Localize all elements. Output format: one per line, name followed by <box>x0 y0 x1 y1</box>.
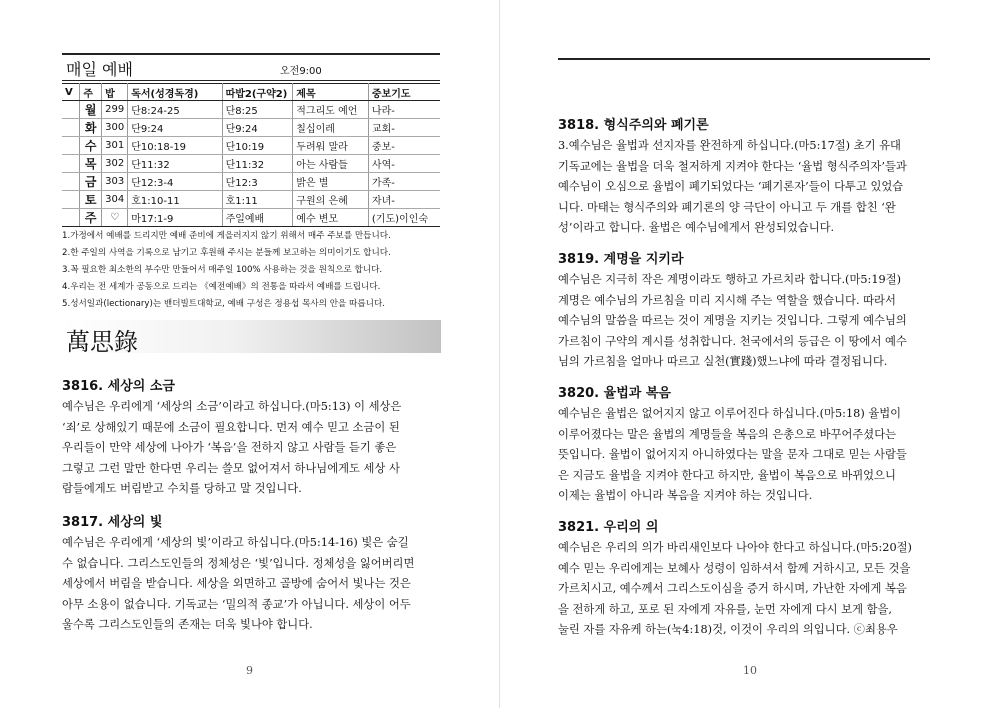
entry-body-3817 <box>62 533 442 636</box>
table-row <box>62 101 440 119</box>
note-line: 5.성서일과(lectionary)는 밴더빌트대학교, 예배 구성은 정용섭 목사의 안을 따릅니다. <box>62 299 385 309</box>
entry-line: 예수님은 우리의 의가 바리새인보다 나아야 한다고 하십니다.(마5:20절) <box>558 541 912 554</box>
prayer-cell: 교회- <box>368 119 440 137</box>
entry-line: 눌린 자를 자유케 하는(눅4:18)것, 이것이 우리의 의입니다. ⓒ최용우 <box>558 623 898 637</box>
check-cell <box>62 191 80 209</box>
topic-cell: 구원의 은혜 <box>293 191 369 209</box>
entry-title-3816: 3816. 세상의 소금 <box>62 379 175 394</box>
reading2-cell: 단10:19 <box>222 137 293 155</box>
entry-line: 예수님이 오심으로 율법이 폐기되었다는 ‘폐기론자’들이 다투고 있었습 <box>558 180 904 194</box>
entry-body-3816 <box>62 397 442 500</box>
hymn-cell: 303 <box>102 173 128 191</box>
entry-title-3817: 3817. 세상의 빛 <box>62 515 163 530</box>
entry-title-3820: 3820. 율법과 복음 <box>558 386 671 401</box>
right-page <box>500 0 1000 708</box>
entry-line: ‘죄’로 상해있기 때문에 소금이 필요합니다. 먼저 예수 믿고 소금이 된 <box>62 420 400 434</box>
reading-cell: 마17:1-9 <box>128 209 222 227</box>
reading-cell: 호1:10-11 <box>128 191 222 209</box>
entry-line: 울수록 그리스도인들의 존재는 더욱 빛나야 합니다. <box>62 618 313 632</box>
entry-line: 우리들이 만약 세상에 나아가 ‘복음’을 전하지 않고 사람들 듣기 좋은 <box>62 441 397 455</box>
section-title: 萬思錄 <box>66 328 138 356</box>
entry-line: 예수님은 우리에게 ‘세상의 빛’이라고 하십니다.(마5:14-16) 빛은 숨길 <box>62 536 409 549</box>
right-top-rule <box>558 58 930 60</box>
entry-title-3821: 3821. 우리의 의 <box>558 520 659 535</box>
header-topic: 제목 <box>293 84 369 101</box>
entry-title-3819: 3819. 계명을 지키라 <box>558 252 684 267</box>
reading2-cell: 단9:24 <box>222 119 293 137</box>
check-cell <box>62 155 80 173</box>
day-cell: 화 <box>80 119 102 137</box>
entry-line: 예수님은 율법은 없어지지 않고 이루어진다 하십니다.(마5:18) 율법이 <box>558 407 902 420</box>
schedule-time: 오전9:00 <box>280 66 322 77</box>
hymn-cell: 301 <box>102 137 128 155</box>
day-cell: 금 <box>80 173 102 191</box>
schedule-title: 매일 예배 <box>66 60 133 79</box>
note-line: 2.한 주일의 사역을 기록으로 남기고 후원해 주시는 분들께 보고하는 의미이기도 합니다. <box>62 248 391 258</box>
reading2-cell: 단11:32 <box>222 155 293 173</box>
entry-line: 이루어졌다는 말은 율법의 계명들을 복음의 은총으로 바꾸어주셨다는 <box>558 427 897 441</box>
reading-cell: 단10:18-19 <box>128 137 222 155</box>
note-line: 1.가정에서 예배를 드리지만 예배 준비에 게을러지지 않기 위해서 매주 주보를 만듭니다. <box>62 231 391 241</box>
prayer-cell: (기도)이인숙 <box>368 209 440 227</box>
table-row <box>62 119 440 137</box>
prayer-cell: 자녀- <box>368 191 440 209</box>
entry-line: 뜻입니다. 율법이 없어지지 아니하였다는 말을 문자 그대로 믿는 사람들 <box>558 448 907 462</box>
schedule-title-rule <box>62 80 440 81</box>
worship-notes <box>62 228 442 313</box>
hymn-cell: ♡ <box>102 209 128 227</box>
entry-line: 님의 가르침을 얼마나 따르고 실천(實踐)했느냐에 따라 결정됩니다. <box>558 355 888 369</box>
entry-line: 3.예수님은 율법과 선지자를 완전하게 하십니다.(마5:17절) 초기 유대 <box>558 139 901 152</box>
check-cell <box>62 209 80 227</box>
entry-body-3820 <box>558 404 944 507</box>
entry-line: 이제는 율법이 아니라 복음을 지켜야 하는 것입니다. <box>558 489 813 503</box>
worship-schedule-table <box>62 83 440 227</box>
entry-line: 예수님은 우리에게 ‘세상의 소금’이라고 하십니다.(마5:13) 이 세상은 <box>62 400 402 413</box>
topic-cell: 두려워 말라 <box>293 137 369 155</box>
day-cell: 수 <box>80 137 102 155</box>
note-line: 3.꼭 필요한 최소한의 부수만 만들어서 매주일 100% 사용하는 것을 원칙으로 합니다. <box>62 265 383 275</box>
entry-line: 아무 소용이 없습니다. 기독교는 ‘밀의적 종교’가 아닙니다. 세상이 어두 <box>62 597 411 611</box>
entry-line: 예수님은 지극히 작은 계명이라도 행하고 가르치라 합니다.(마5:19절) <box>558 273 902 286</box>
reading-cell: 단8:24-25 <box>128 101 222 119</box>
reading-cell: 단12:3-4 <box>128 173 222 191</box>
page-number-left: 9 <box>246 664 253 677</box>
table-row <box>62 173 440 191</box>
hymn-cell: 302 <box>102 155 128 173</box>
day-cell: 목 <box>80 155 102 173</box>
entry-line: 가르침이 구약의 계시를 성취합니다. 천국에서의 등급은 이 땅에서 예수 <box>558 334 907 348</box>
prayer-cell: 나라- <box>368 101 440 119</box>
table-row <box>62 209 440 227</box>
topic-cell: 예수 변모 <box>293 209 369 227</box>
entry-line: 예수님의 말씀을 따르는 것이 계명을 지키는 것입니다. 그렇게 예수님의 <box>558 314 907 328</box>
table-row <box>62 137 440 155</box>
prayer-cell: 사역- <box>368 155 440 173</box>
entry-line: 그렇고 그런 말만 한다면 우리는 쓸모 없어져서 하나님에게도 세상 사 <box>62 461 400 475</box>
hymn-cell: 304 <box>102 191 128 209</box>
day-cell: 월 <box>80 101 102 119</box>
header-prayer: 중보기도 <box>368 84 440 101</box>
entry-line: 성’이라고 합니다. 율법은 예수님에게서 완성되었습니다. <box>558 221 835 235</box>
entry-line: 수 없습니다. 그리스도인들의 정체성은 ‘빛’입니다. 정체성을 잃어버리면 <box>62 556 415 570</box>
entry-line: 가르치시고, 예수께서 그리스도이심을 증거 하시며, 가난한 자에게 복음 <box>558 582 907 596</box>
page-number-right: 10 <box>743 664 757 677</box>
entry-line: 세상에서 버림을 받습니다. 세상을 외면하고 골방에 숨어서 빛나는 것은 <box>62 577 411 591</box>
schedule-header-row <box>62 84 440 101</box>
entry-line: 니다. 마태는 형식주의와 폐기론의 양 극단이 아니고 두 개를 합친 ‘완 <box>558 200 896 214</box>
table-row <box>62 155 440 173</box>
header-check: V <box>62 84 80 101</box>
reading2-cell: 주일예배 <box>222 209 293 227</box>
reading2-cell: 단12:3 <box>222 173 293 191</box>
hymn-cell: 300 <box>102 119 128 137</box>
reading2-cell: 단8:25 <box>222 101 293 119</box>
topic-cell: 적그리도 예언 <box>293 101 369 119</box>
table-row <box>62 191 440 209</box>
entry-line: 을 전하게 하고, 포로 된 자에게 자유를, 눈먼 자에게 다시 보게 함을, <box>558 602 893 616</box>
header-hymn: 밥 <box>102 84 128 101</box>
entry-body-3819 <box>558 270 944 373</box>
reading-cell: 단9:24 <box>128 119 222 137</box>
prayer-cell: 가족- <box>368 173 440 191</box>
note-line: 4.우리는 전 세계가 공동으로 드리는 《예전예배》의 전통을 따라서 예배를 드립니다. <box>62 282 381 292</box>
check-cell <box>62 137 80 155</box>
topic-cell: 밝은 별 <box>293 173 369 191</box>
entry-line: 예수 믿는 우리에게는 보혜사 성령이 임하셔서 함께 거하시고, 모든 것을 <box>558 561 911 575</box>
prayer-cell: 중보- <box>368 137 440 155</box>
topic-cell: 아는 사람들 <box>293 155 369 173</box>
topic-cell: 칠십이레 <box>293 119 369 137</box>
entry-line: 기독교에는 율법을 더욱 철저하게 지켜야 한다는 ‘율법 형식주의자’들과 <box>558 159 907 173</box>
day-cell: 토 <box>80 191 102 209</box>
entry-line: 계명은 예수님의 가르침을 미리 지시해 주는 역할을 했습니다. 따라서 <box>558 293 896 307</box>
schedule-top-rule <box>62 53 440 55</box>
header-day: 주 <box>80 84 102 101</box>
entry-line: 람들에게도 버림받고 수치를 당하고 말 것입니다. <box>62 482 302 496</box>
entry-line: 은 지금도 율법을 지켜야 한다고 하지만, 율법이 복음으로 바뀌었으니 <box>558 468 896 482</box>
check-cell <box>62 101 80 119</box>
day-cell: 주 <box>80 209 102 227</box>
hymn-cell: 299 <box>102 101 128 119</box>
entry-body-3821 <box>558 538 944 641</box>
reading-cell: 단11:32 <box>128 155 222 173</box>
entry-body-3818 <box>558 136 944 239</box>
reading2-cell: 호1:11 <box>222 191 293 209</box>
check-cell <box>62 173 80 191</box>
header-reading: 독서(성경독경) <box>128 84 222 101</box>
header-reading2: 따밥2(구약2) <box>222 84 293 101</box>
check-cell <box>62 119 80 137</box>
entry-title-3818: 3818. 형식주의와 폐기론 <box>558 118 709 133</box>
